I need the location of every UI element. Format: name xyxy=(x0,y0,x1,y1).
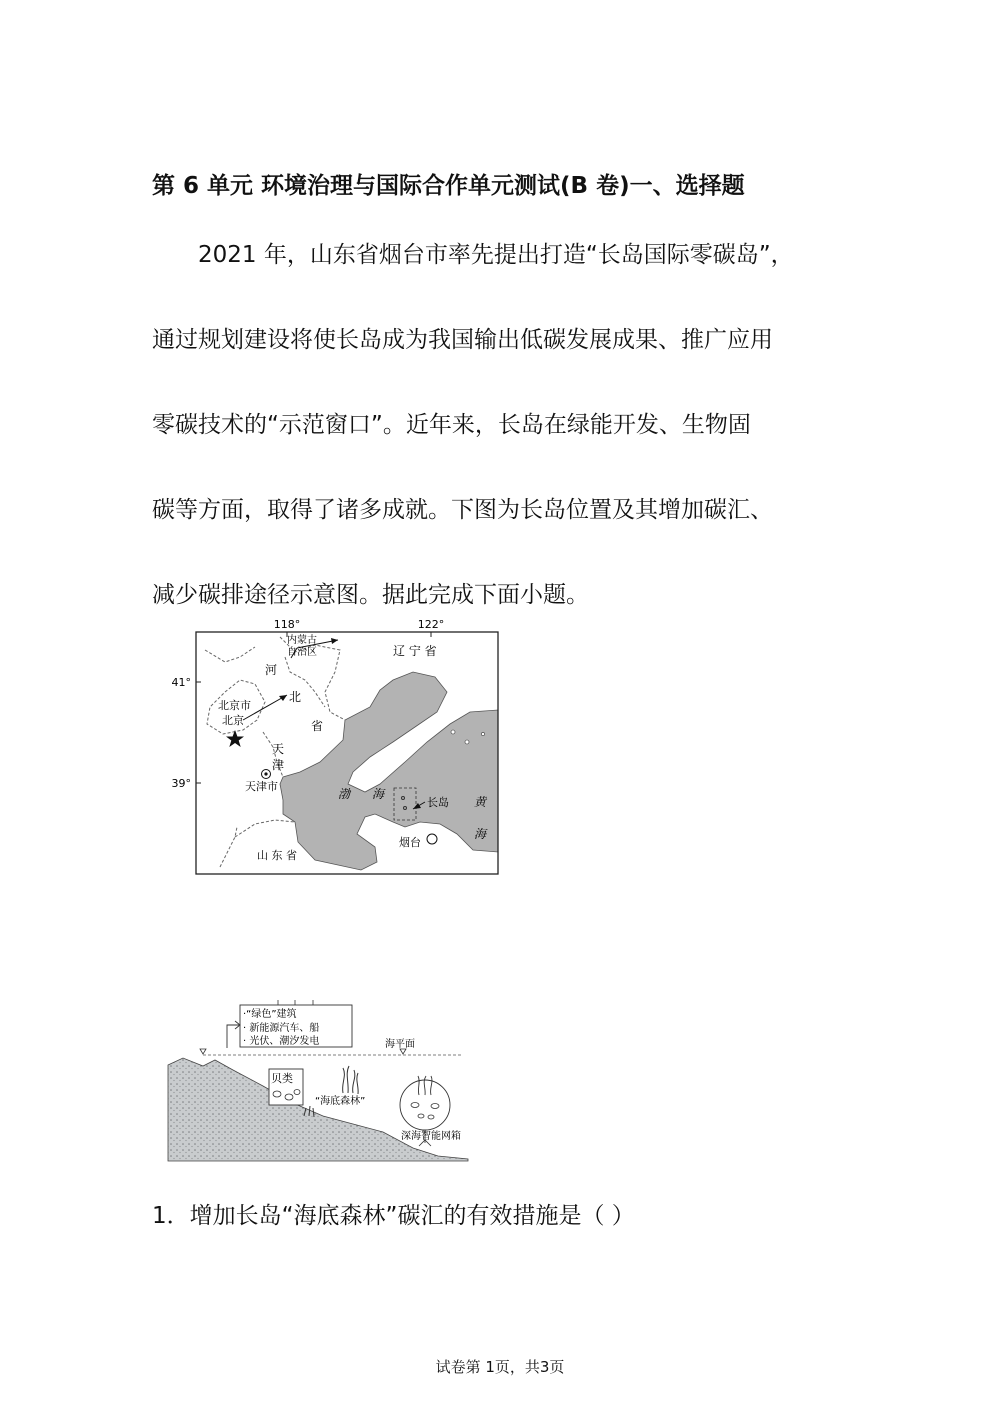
changdao-location-map xyxy=(165,612,505,882)
page-title: 第 6 单元 环境治理与国际合作单元测试(B 卷)一、选择题 xyxy=(152,173,745,199)
hebei-label: 省 xyxy=(311,719,324,733)
tianjin-label: 天 xyxy=(272,742,285,756)
green-building-text: ·“绿色”建筑 xyxy=(243,1009,297,1020)
sea-level-label: 海平面 xyxy=(385,1039,415,1050)
tianjin-city-label: 天津市 xyxy=(245,780,278,793)
lon-122-label: 122° xyxy=(417,618,445,631)
page-footer: 试卷第 1页，共3页 xyxy=(435,1358,565,1376)
shandong-label: 山 东 省 xyxy=(257,849,297,862)
inner-mongolia-label: 自治区 xyxy=(287,647,317,658)
hebei-label: 北 xyxy=(289,690,302,704)
paragraph-line: 2021 年，山东省烟台市率先提出打造“长岛国际零碳岛”， xyxy=(198,242,794,268)
liaoning-label: 辽 宁 省 xyxy=(393,644,437,658)
paragraph-line: 零碳技术的“示范窗口”。近年来，长岛在绿能开发、生物固 xyxy=(152,412,751,438)
sea-area xyxy=(280,672,498,870)
lon-118-label: 118° xyxy=(273,618,301,631)
shellfish-label: 贝类 xyxy=(271,1072,293,1085)
smart-cage-label: 深海智能网箱 xyxy=(401,1131,461,1142)
lat-41-label: 41° xyxy=(171,676,191,689)
paragraph-line: 通过规划建设将使长岛成为我国输出低碳发展成果、推广应用 xyxy=(152,327,773,353)
bohai-label: 渤 xyxy=(338,787,351,801)
yantai-label: 烟台 xyxy=(399,836,421,849)
seaweed-icon xyxy=(304,1066,358,1117)
solar-tidal-text: · 光伏、潮汐发电 xyxy=(243,1036,320,1047)
inner-mongolia-label: 内蒙古 xyxy=(287,635,317,646)
paragraph-line: 减少碳排途径示意图。据此完成下面小题。 xyxy=(152,582,589,608)
yantai-symbol-icon xyxy=(427,834,437,844)
seabed-forest-label: “海底森林” xyxy=(315,1096,366,1107)
yellow-sea-label: 海 xyxy=(474,827,487,841)
paragraph-line: 碳等方面，取得了诸多成就。下图为长岛位置及其增加碳汇、 xyxy=(152,497,773,523)
tianjin-label: 津 xyxy=(272,758,285,772)
intro-paragraph xyxy=(152,232,852,657)
hebei-label: 河 xyxy=(265,663,278,677)
bohai-label: 海 xyxy=(372,787,385,801)
beijing-city-label: 北京市 xyxy=(218,699,251,712)
carbon-sink-diagram xyxy=(163,998,473,1168)
changdao-label: 长岛 xyxy=(427,796,449,809)
question-1: 1．增加长岛“海底森林”碳汇的有效措施是（ ） xyxy=(152,1203,635,1229)
yellow-sea-label: 黄 xyxy=(474,795,487,809)
lat-39-label: 39° xyxy=(171,777,191,790)
new-energy-vehicle-text: · 新能源汽车、船 xyxy=(243,1023,320,1034)
beijing-label: 北京 xyxy=(222,714,244,727)
